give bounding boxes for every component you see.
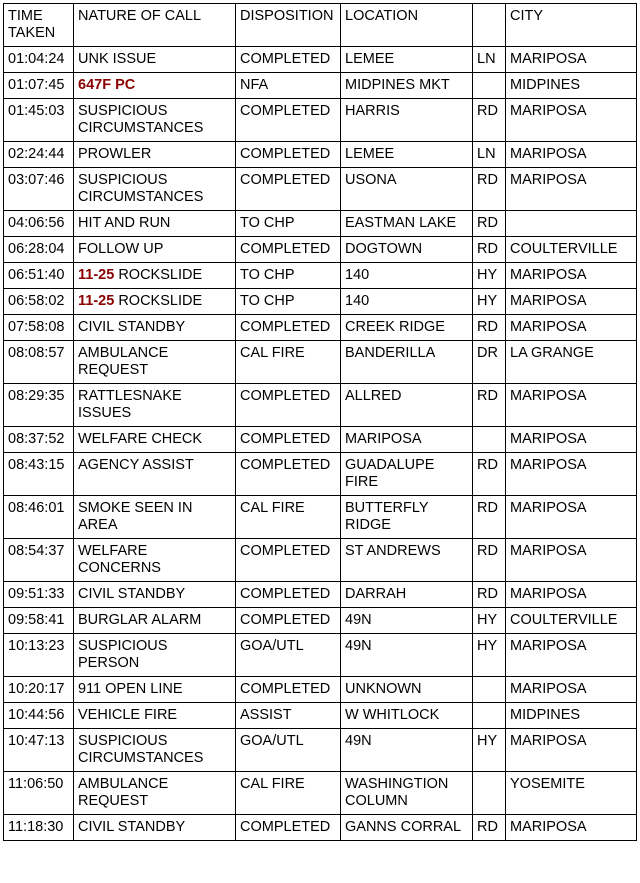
call-nature: PROWLER (78, 146, 152, 162)
cell-suffix: HY (473, 608, 506, 634)
call-nature: AMBULANCE REQUEST (78, 776, 169, 809)
cell-city: MARIPOSA (506, 99, 637, 142)
call-code: 647F PC (78, 77, 136, 93)
header-location: LOCATION (341, 4, 473, 47)
cell-city: MARIPOSA (506, 453, 637, 496)
header-city: CITY (506, 4, 637, 47)
header-disposition: DISPOSITION (236, 4, 341, 47)
cell-time: 06:28:04 (4, 237, 74, 263)
cell-nature (74, 47, 236, 73)
cell-time: 08:46:01 (4, 496, 74, 539)
cell-suffix: RD (473, 168, 506, 211)
cell-city: YOSEMITE (506, 772, 637, 815)
cell-time: 09:58:41 (4, 608, 74, 634)
call-nature: UNK ISSUE (78, 51, 157, 67)
cell-time: 11:06:50 (4, 772, 74, 815)
header-suffix (473, 4, 506, 47)
cell-disposition: COMPLETED (236, 99, 341, 142)
table-row (4, 73, 637, 99)
cell-nature (74, 608, 236, 634)
cell-nature (74, 142, 236, 168)
cell-location: MIDPINES MKT (341, 73, 473, 99)
cell-suffix (473, 772, 506, 815)
cell-city: MIDPINES (506, 73, 637, 99)
cell-disposition: TO CHP (236, 211, 341, 237)
cell-nature (74, 341, 236, 384)
table-row (4, 99, 637, 142)
cell-suffix: LN (473, 47, 506, 73)
call-nature: WELFARE CONCERNS (78, 543, 161, 576)
cell-location: ST ANDREWS (341, 539, 473, 582)
cell-city: MIDPINES (506, 703, 637, 729)
cell-time: 04:06:56 (4, 211, 74, 237)
cell-suffix: LN (473, 142, 506, 168)
cell-disposition: COMPLETED (236, 453, 341, 496)
cell-location: 140 (341, 263, 473, 289)
cell-city: MARIPOSA (506, 384, 637, 427)
cell-nature (74, 384, 236, 427)
cell-disposition: COMPLETED (236, 582, 341, 608)
cell-time: 11:18:30 (4, 815, 74, 841)
cell-suffix (473, 677, 506, 703)
cell-nature (74, 427, 236, 453)
cell-nature (74, 703, 236, 729)
cell-location: LEMEE (341, 142, 473, 168)
table-row (4, 289, 637, 315)
table-row (4, 634, 637, 677)
cell-city: MARIPOSA (506, 677, 637, 703)
cell-location: 49N (341, 729, 473, 772)
call-nature: 911 OPEN LINE (78, 681, 183, 697)
table-row (4, 677, 637, 703)
cell-time: 10:13:23 (4, 634, 74, 677)
cell-disposition: COMPLETED (236, 815, 341, 841)
table-row (4, 496, 637, 539)
cell-time: 10:44:56 (4, 703, 74, 729)
cell-city: COULTERVILLE (506, 608, 637, 634)
cell-nature (74, 496, 236, 539)
call-nature: SUSPICIOUS CIRCUMSTANCES (78, 172, 204, 205)
cell-location: 140 (341, 289, 473, 315)
cell-time: 10:20:17 (4, 677, 74, 703)
cell-city: MARIPOSA (506, 263, 637, 289)
table-header (4, 4, 637, 47)
cell-location: USONA (341, 168, 473, 211)
call-nature: AGENCY ASSIST (78, 457, 194, 473)
cell-time: 01:45:03 (4, 99, 74, 142)
cell-disposition: COMPLETED (236, 384, 341, 427)
cell-city: COULTERVILLE (506, 237, 637, 263)
cell-city: MARIPOSA (506, 142, 637, 168)
cell-time: 01:07:45 (4, 73, 74, 99)
cell-disposition: COMPLETED (236, 142, 341, 168)
call-nature: FOLLOW UP (78, 241, 164, 257)
cell-time: 06:51:40 (4, 263, 74, 289)
cell-time: 01:04:24 (4, 47, 74, 73)
table-row (4, 168, 637, 211)
call-nature: ROCKSLIDE (118, 267, 203, 283)
cell-time: 03:07:46 (4, 168, 74, 211)
cell-nature (74, 582, 236, 608)
cell-suffix (473, 703, 506, 729)
cell-location: MARIPOSA (341, 427, 473, 453)
cell-disposition: NFA (236, 73, 341, 99)
call-nature: SUSPICIOUS PERSON (78, 638, 168, 671)
table-row (4, 582, 637, 608)
header-nature: NATURE OF CALL (74, 4, 236, 47)
table-row (4, 341, 637, 384)
cell-disposition: COMPLETED (236, 168, 341, 211)
cell-location: DOGTOWN (341, 237, 473, 263)
call-nature: SMOKE SEEN IN AREA (78, 500, 193, 533)
cell-disposition: TO CHP (236, 289, 341, 315)
table-row (4, 384, 637, 427)
cell-suffix: RD (473, 211, 506, 237)
cell-nature (74, 168, 236, 211)
call-nature: WELFARE CHECK (78, 431, 203, 447)
cell-city (506, 211, 637, 237)
cell-suffix: RD (473, 582, 506, 608)
table-row (4, 815, 637, 841)
call-nature: SUSPICIOUS CIRCUMSTANCES (78, 103, 204, 136)
cell-location: HARRIS (341, 99, 473, 142)
cell-disposition: COMPLETED (236, 47, 341, 73)
table-row (4, 539, 637, 582)
cell-location: UNKNOWN (341, 677, 473, 703)
cell-city: MARIPOSA (506, 729, 637, 772)
cell-city: MARIPOSA (506, 815, 637, 841)
cell-suffix: DR (473, 341, 506, 384)
cell-suffix: RD (473, 237, 506, 263)
cell-time: 09:51:33 (4, 582, 74, 608)
cell-disposition: GOA/UTL (236, 729, 341, 772)
cell-suffix: RD (473, 453, 506, 496)
cell-city: MARIPOSA (506, 289, 637, 315)
cell-disposition: COMPLETED (236, 677, 341, 703)
cell-time: 08:08:57 (4, 341, 74, 384)
cell-nature (74, 729, 236, 772)
cell-location: DARRAH (341, 582, 473, 608)
table-row (4, 315, 637, 341)
cell-suffix: RD (473, 496, 506, 539)
cell-city: MARIPOSA (506, 315, 637, 341)
call-nature: CIVIL STANDBY (78, 586, 186, 602)
cell-disposition: CAL FIRE (236, 496, 341, 539)
cell-suffix: RD (473, 315, 506, 341)
cell-location: GANNS CORRAL (341, 815, 473, 841)
cell-location: CREEK RIDGE (341, 315, 473, 341)
table-row (4, 427, 637, 453)
cell-city: MARIPOSA (506, 496, 637, 539)
call-code: 11-25 (78, 293, 115, 309)
cell-time: 08:37:52 (4, 427, 74, 453)
cell-location: EASTMAN LAKE (341, 211, 473, 237)
table-row (4, 703, 637, 729)
cell-suffix: HY (473, 263, 506, 289)
cell-nature (74, 211, 236, 237)
cell-disposition: COMPLETED (236, 315, 341, 341)
cell-nature (74, 772, 236, 815)
cell-suffix: HY (473, 729, 506, 772)
cell-nature (74, 539, 236, 582)
cell-city: MARIPOSA (506, 427, 637, 453)
cell-disposition: COMPLETED (236, 237, 341, 263)
cell-suffix: RD (473, 99, 506, 142)
cell-time: 02:24:44 (4, 142, 74, 168)
cell-disposition: ASSIST (236, 703, 341, 729)
call-nature: CIVIL STANDBY (78, 819, 186, 835)
cell-suffix (473, 427, 506, 453)
cell-location: BANDERILLA (341, 341, 473, 384)
table-row (4, 608, 637, 634)
cell-time: 06:58:02 (4, 289, 74, 315)
cell-location: GUADALUPE FIRE (341, 453, 473, 496)
cell-suffix (473, 73, 506, 99)
cell-time: 08:29:35 (4, 384, 74, 427)
header-time: TIME TAKEN (4, 4, 74, 47)
cell-city: MARIPOSA (506, 539, 637, 582)
call-nature: VEHICLE FIRE (78, 707, 178, 723)
cell-disposition: COMPLETED (236, 608, 341, 634)
call-nature: ROCKSLIDE (118, 293, 203, 309)
call-nature: BURGLAR ALARM (78, 612, 202, 628)
call-nature: SUSPICIOUS CIRCUMSTANCES (78, 733, 204, 766)
cell-location: WASHINGTION COLUMN (341, 772, 473, 815)
call-nature: AMBULANCE REQUEST (78, 345, 169, 378)
cell-nature (74, 634, 236, 677)
cell-location: ALLRED (341, 384, 473, 427)
cell-location: W WHITLOCK (341, 703, 473, 729)
cell-disposition: CAL FIRE (236, 341, 341, 384)
cell-city: MARIPOSA (506, 168, 637, 211)
table-row (4, 772, 637, 815)
cell-nature (74, 677, 236, 703)
call-nature: RATTLESNAKE ISSUES (78, 388, 182, 421)
cell-suffix: RD (473, 384, 506, 427)
cell-disposition: CAL FIRE (236, 772, 341, 815)
cell-disposition: GOA/UTL (236, 634, 341, 677)
call-code: 11-25 (78, 267, 115, 283)
cell-disposition: TO CHP (236, 263, 341, 289)
cell-location: BUTTERFLY RIDGE (341, 496, 473, 539)
cell-suffix: RD (473, 815, 506, 841)
cell-time: 08:43:15 (4, 453, 74, 496)
table-row (4, 453, 637, 496)
cell-time: 08:54:37 (4, 539, 74, 582)
cell-time: 07:58:08 (4, 315, 74, 341)
cell-nature (74, 263, 236, 289)
cell-location: 49N (341, 608, 473, 634)
table-row (4, 263, 637, 289)
cell-city: MARIPOSA (506, 582, 637, 608)
table-row (4, 47, 637, 73)
cell-city: MARIPOSA (506, 634, 637, 677)
table-row (4, 729, 637, 772)
cell-location: LEMEE (341, 47, 473, 73)
table-row (4, 142, 637, 168)
cell-nature (74, 73, 236, 99)
cell-city: MARIPOSA (506, 47, 637, 73)
cell-disposition: COMPLETED (236, 539, 341, 582)
cell-nature (74, 315, 236, 341)
cell-suffix: RD (473, 539, 506, 582)
cell-nature (74, 453, 236, 496)
table-row (4, 211, 637, 237)
cell-nature (74, 289, 236, 315)
cell-nature (74, 99, 236, 142)
call-nature: CIVIL STANDBY (78, 319, 186, 335)
header-row (4, 4, 637, 47)
cell-suffix: HY (473, 289, 506, 315)
cell-time: 10:47:13 (4, 729, 74, 772)
cell-suffix: HY (473, 634, 506, 677)
table-body (4, 47, 637, 841)
cell-nature (74, 237, 236, 263)
cell-city: LA GRANGE (506, 341, 637, 384)
call-nature: HIT AND RUN (78, 215, 171, 231)
call-log-table (3, 3, 637, 841)
cell-disposition: COMPLETED (236, 427, 341, 453)
table-row (4, 237, 637, 263)
cell-nature (74, 815, 236, 841)
cell-location: 49N (341, 634, 473, 677)
